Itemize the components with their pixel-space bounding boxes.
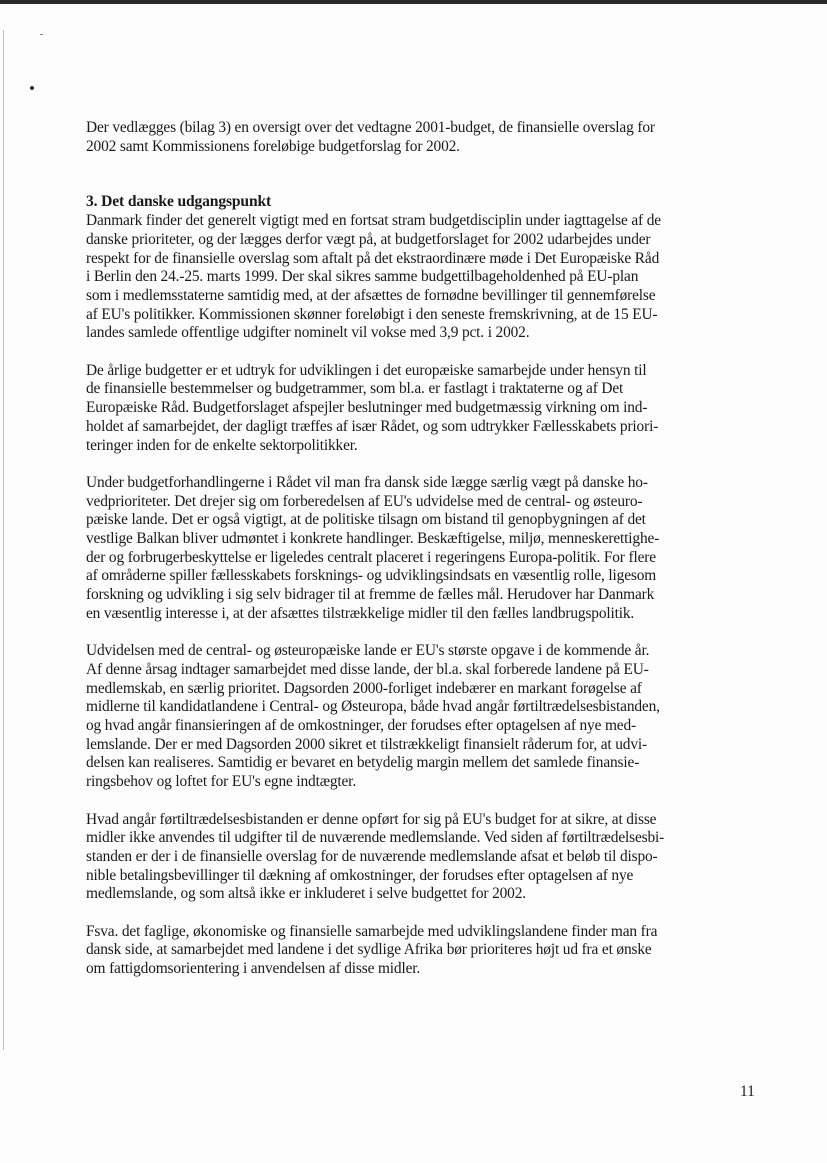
body-paragraph-4: Udvidelsen med de central- og østeuropæiske lande er EU's største opgave i de kommende år. Af denne årsag indtager samarbejdet med disse lande, der bl.a. skal forberede landene på EU- medlemskab, en særlig prioritet. Dagsorden 2000-forliget indebærer en markant forøgelse af midlerne til kandidatlandene i Central- og Østeuropa, både hvad angår førtiltrædelsesbistanden, og hvad angår finansieringen af de omkostninger, der forudses efter optagelsen af nye med- lemslande. Der er med Dagsorden 2000 sikret et tilstrækkeligt finansielt råderum for, at udvi- delsen kan realiseres. Samtidig er bevaret en betydelig margin mellem det samlede finansie- ringsbehov og loftet for EU's egne indtægter. — [86, 642, 660, 791]
scan-tick-mark — [40, 34, 43, 35]
body-paragraph-5: Hvad angår førtiltrædelsesbistanden er denne opført for sig på EU's budget for at sikre, at disse midler ikke anvendes til udgifter til de nuværende medlemslande. Ved siden af førtiltrædelsesbi- standen er der i de finansielle overslag for de nuværende medlemslande afsat et beløb til dispo- nible betalingsbevillinger til dækning af omkostninger, der forudses efter optagelsen af nye medlemslande, og som altså ikke er inkluderet i selve budgettet for 2002. — [86, 810, 665, 903]
intro-paragraph: Der vedlægges (bilag 3) en oversigt over det vedtagne 2001-budget, de finansielle overslag for 2002 samt Kommissionens foreløbige budgetforslag for 2002. — [86, 119, 655, 155]
page-number: 11 — [740, 1083, 755, 1100]
document-body — [86, 119, 758, 998]
section-heading: 3. Det danske udgangspunkt — [86, 193, 272, 211]
scan-left-edge — [3, 30, 4, 1050]
body-paragraph-1: Danmark finder det generelt vigtigt med en fortsat stram budgetdisciplin under iagttagelse af de danske prioriteter, og der lægges derfor vægt på, at budgetforslaget for 2002 udarbejdes under respekt for de finansielle overslag som aftalt på det ekstraordinære møde i Det Europæiske Råd i Berlin den 24.-25. marts 1999. Der skal sikres samme budgettilbageholdenhed på EU-plan som i medlemsstaterne samtidig med, at der afsættes de fornødne bevillinger til gennemførelse af EU's politikker. Kommissionen skønner foreløbigt i den seneste fremskrivning, at de 15 EU- landes samlede offentlige udgifter nominelt vil vokse med 3,9 pct. i 2002. — [86, 212, 661, 342]
body-paragraph-2: De årlige budgetter er et udtryk for udviklingen i det europæiske samarbejde under hensyn til de finansielle bestemmelser og budgetrammer, som bl.a. er fastlagt i traktaterne og af Det Europæiske Råd. Budgetforslaget afspejler beslutninger med budgetmæssig virkning om ind- holdet af samarbejdet, der dagligt træffes af især Rådet, og som udtrykker Fællesskabets priori- teringer inden for de enkelte sektorpolitikker. — [86, 361, 659, 454]
scan-top-rule — [0, 0, 827, 4]
body-paragraph-6: Fsva. det faglige, økonomiske og finansielle samarbejde med udviklingslandene finder man fra dansk side, at samarbejdet med landene i det sydlige Afrika bør prioriteres højt ud fra et ønske om fattigdomsorientering i anvendelsen af disse midler. — [86, 922, 658, 978]
scan-dot-mark — [30, 86, 34, 90]
body-paragraph-3: Under budgetforhandlingerne i Rådet vil man fra dansk side lægge særlig vægt på danske ho- vedprioriteter. Det drejer sig om forberedelsen af EU's udvidelse med de central- og østeuro- pæiske lande. Det er også vigtigt, at de politiske tilsagn om bistand til genopbygningen af det vestlige Balkan bliver udmøntet i konkrete handlinger. Beskæftigelse, miljø, menneskerettighe- der og forbrugerbeskyttelse er ligeledes centralt placeret i regeringens Europa-politik. For flere af områderne spiller fællesskabets forsknings- og udviklingsindsats en væsentlig rolle, ligesom forskning og udvikling i sig selv bidrager til at fremme de fælles mål. Herudover har Danmark en væsentlig interesse i, at der afsættes tilstrækkelige midler til den fælles landbrugspolitik. — [86, 473, 660, 622]
